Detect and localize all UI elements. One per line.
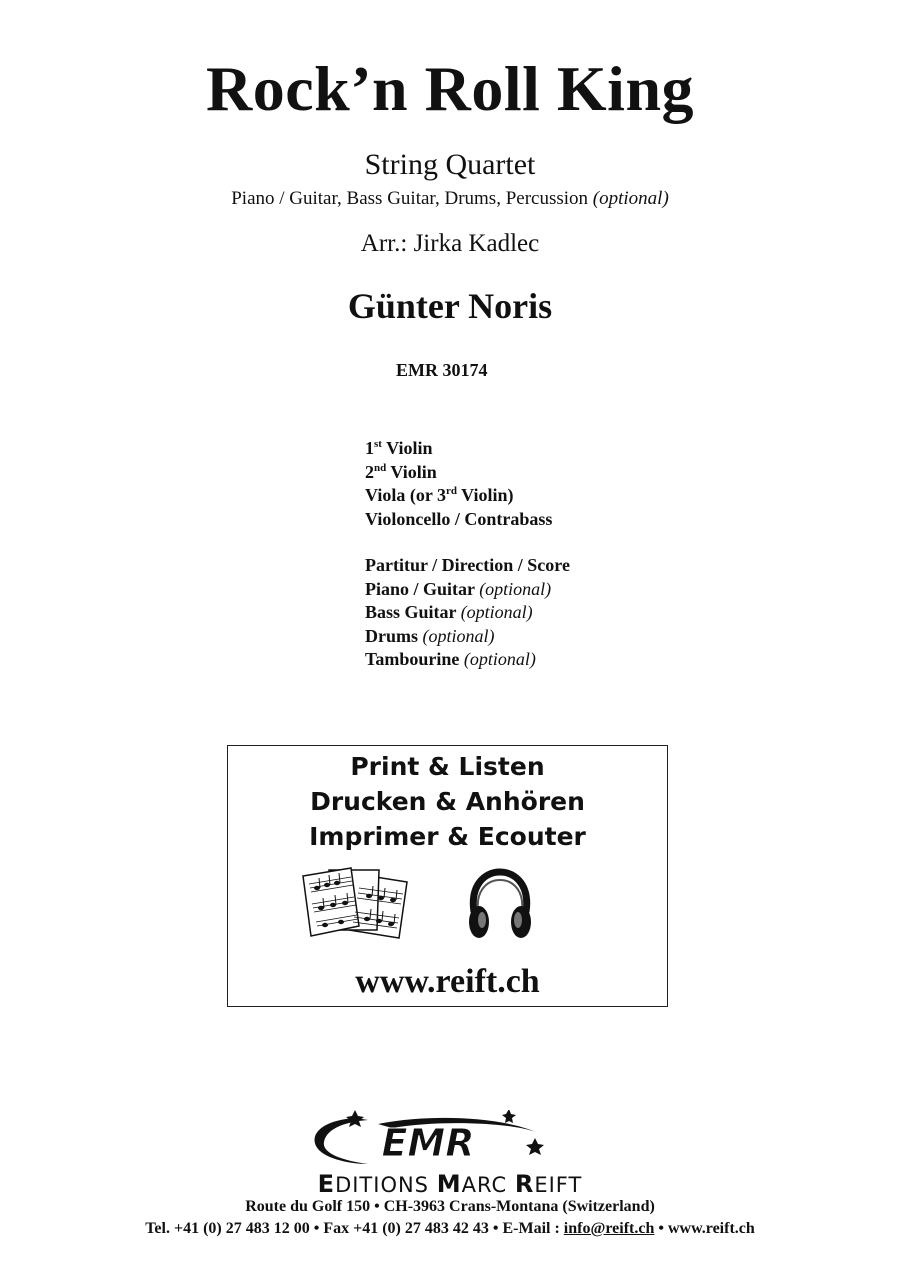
publisher-contact (0, 1220, 900, 1238)
sheet-music-icon (301, 866, 413, 942)
contact-phone-fax: Tel. +41 (0) 27 483 12 00 • Fax +41 (0) 27 483 42 43 • E-Mail : (145, 1220, 564, 1237)
emr-logo-text: EMR (381, 1121, 475, 1165)
extra-parts-list (365, 554, 570, 672)
contact-website: • www.reift.ch (654, 1220, 755, 1237)
list-item: Piano / Guitar (optional) (365, 578, 552, 599)
arranger: Arr.: Jirka Kadlec (360, 230, 540, 257)
publisher-name: EDITIONS MARC REIFT (317, 1170, 583, 1198)
list-item: 1st Violin (365, 438, 433, 458)
page-title: Rock’n Roll King (205, 53, 695, 124)
headphones-icon (464, 868, 536, 942)
promo-line-english: Print & Listen (350, 752, 545, 781)
catalog-number: EMR 30174 (396, 360, 488, 380)
list-item: Tambourine (optional) (365, 649, 536, 669)
emr-logo (308, 1110, 548, 1168)
string-parts-list (365, 437, 552, 531)
list-item: Bass Guitar (optional) (365, 602, 533, 622)
list-item: Drums (optional) (365, 625, 495, 646)
composer: Günter Noris (347, 286, 553, 326)
promo-line-french: Imprimer & Ecouter (309, 822, 586, 851)
instrumentation-optional: (optional) (592, 188, 669, 209)
print-listen-box (227, 745, 668, 1007)
promo-url[interactable]: www.reift.ch (355, 963, 540, 1000)
subtitle: String Quartet (364, 148, 536, 181)
list-item: Partitur / Direction / Score (365, 555, 570, 575)
promo-line-german: Drucken & Anhören (310, 787, 585, 816)
list-item: Violoncello / Contrabass (365, 508, 553, 529)
publisher-address: Route du Golf 150 • CH-3963 Crans-Montana (Switzerland) (245, 1198, 655, 1215)
instrumentation-line (0, 188, 900, 210)
email-link[interactable]: info@reift.ch (563, 1220, 655, 1237)
instrumentation-text: Piano / Guitar, Bass Guitar, Drums, Percussion (231, 188, 589, 209)
list-item: Viola (or 3rd Violin) (365, 485, 514, 505)
list-item: 2nd Violin (365, 461, 437, 482)
